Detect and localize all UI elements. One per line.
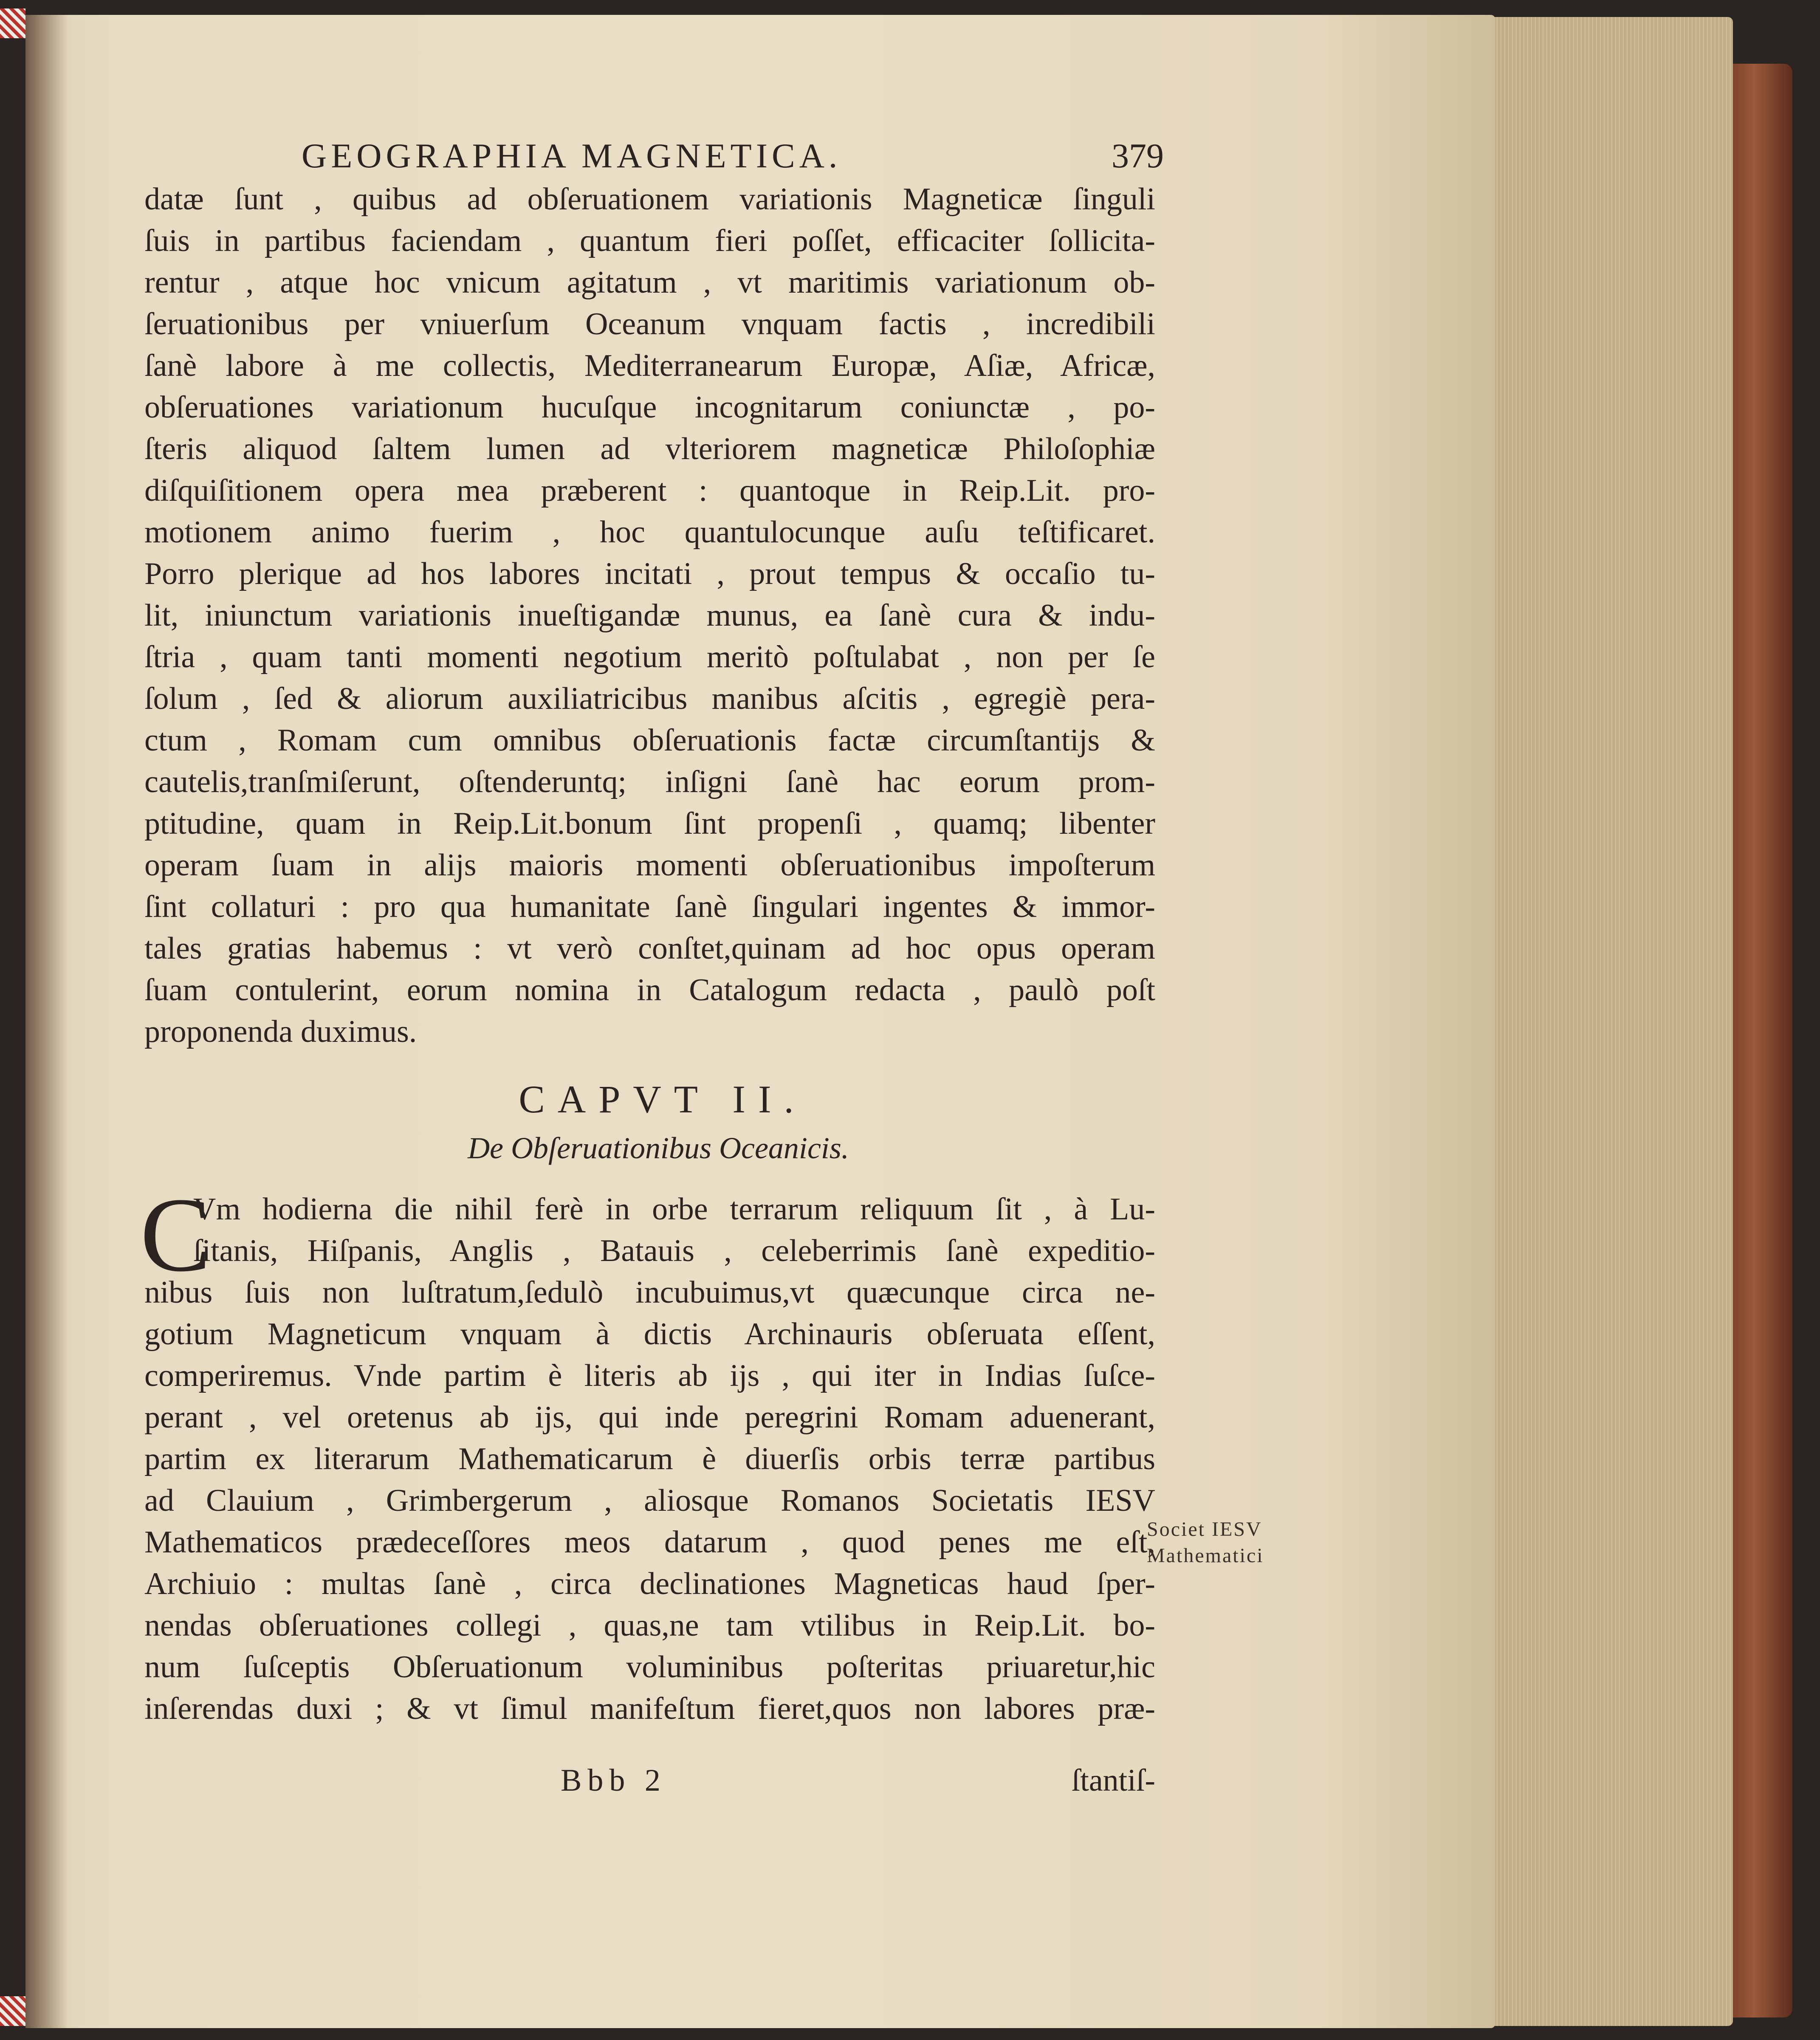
text-line: ſolum , ſed & aliorum auxiliatricibus manibus aſcitis , egregiè pera- xyxy=(144,681,1155,716)
catchword: ſtantiſ- xyxy=(1071,1763,1155,1798)
margin-note-line: Mathematici xyxy=(1147,1544,1264,1567)
text-line: ſeruationibus per vniuerſum Oceanum vnquam factis , incredibili xyxy=(144,307,1155,341)
text-line: proponenda duximus. xyxy=(144,1014,417,1049)
text-line: obſeruationes variationum hucuſque incognitarum coniunctæ , po- xyxy=(144,390,1155,425)
text-line: datæ ſunt , quibus ad obſeruationem variationis Magneticæ ſinguli xyxy=(144,182,1155,217)
page-footer xyxy=(144,1763,1155,1805)
text-line: Archiuio : multas ſanè , circa declinationes Magneticas haud ſper- xyxy=(144,1566,1155,1601)
page-gutter xyxy=(25,15,68,2028)
text-line: Vm hodierna die nihil ferè in orbe terrarum reliquum ſit , à Lu- xyxy=(193,1192,1155,1227)
text-line: ad Clauium , Grimbergerum , aliosque Romanos Societatis IESV xyxy=(144,1483,1155,1518)
running-title: GEOGRAPHIA MAGNETICA. xyxy=(302,136,842,175)
leather-cover-edge xyxy=(1729,64,1792,2017)
chapter-heading: CAPVT II. xyxy=(519,1078,807,1121)
text-line: lit, iniunctum variationis inueſtigandæ munus, ea ſanè cura & indu- xyxy=(144,598,1155,633)
text-line: nendas obſeruationes collegi , quas,ne tam vtilibus in Reip.Lit. bo- xyxy=(144,1608,1155,1643)
bookmark-ribbon-top xyxy=(0,8,25,38)
page-text xyxy=(140,127,1164,1730)
text-line: ſint collaturi : pro qua humanitate ſanè ſingulari ingentes & immor- xyxy=(144,889,1155,924)
chapter-subtitle: De Obſeruationibus Oceanicis. xyxy=(468,1131,849,1165)
paragraph-1 xyxy=(144,178,1155,1052)
text-line: ſuis in partibus faciendam , quantum fieri poſſet, efficaciter ſollicita- xyxy=(144,223,1155,258)
text-line: ſitanis, Hiſpanis, Anglis , Batauis , celeberrimis ſanè expeditio- xyxy=(193,1233,1155,1268)
text-line: comperiremus. Vnde partim è literis ab ijs , qui iter in Indias ſuſce- xyxy=(144,1358,1155,1393)
text-line: cautelis,tranſmiſerunt, oſtenderuntq; inſigni ſanè hac eorum prom- xyxy=(144,765,1155,799)
text-line: num ſuſceptis Obſeruationum voluminibus poſteritas priuaretur,hic xyxy=(144,1650,1155,1684)
text-line: inſerendas duxi ; & vt ſimul manifeſtum fieret,quos non labores præ- xyxy=(144,1691,1155,1726)
text-line: ctum , Romam cum omnibus obſeruationis factæ circumſtantijs & xyxy=(144,723,1155,758)
text-line: ptitudine, quam in Reip.Lit.bonum ſint propenſi , quamq; libenter xyxy=(144,806,1155,841)
text-line: rentur , atque hoc vnicum agitatum , vt maritimis variationum ob- xyxy=(144,265,1155,300)
text-line: Porro plerique ad hos labores incitati , prout tempus & occaſio tu- xyxy=(144,556,1155,591)
text-line: diſquiſitionem opera mea præberent : quantoque in Reip.Lit. pro- xyxy=(144,473,1155,508)
bookmark-ribbon-bottom xyxy=(0,1996,25,2026)
signature-mark: Bbb 2 xyxy=(561,1763,666,1798)
text-line: nibus ſuis non luſtratum,ſedulò incubuimus,vt quæcunque circa ne- xyxy=(144,1275,1155,1310)
drop-cap: C xyxy=(140,1176,211,1294)
margin-note xyxy=(1147,1516,1308,1569)
text-line: perant , vel oretenus ab ijs, qui inde peregrini Romam aduenerant, xyxy=(144,1400,1155,1435)
running-head xyxy=(144,127,1164,178)
text-line: ſanè labore à me collectis, Mediterranearum Europæ, Aſiæ, Africæ, xyxy=(144,348,1155,383)
text-line: motionem animo fuerim , hoc quantulocunque auſu teſtificaret. xyxy=(144,515,1155,550)
text-line: operam ſuam in alijs maioris momenti obſeruationibus impoſterum xyxy=(144,848,1155,883)
page-number: 379 xyxy=(1112,136,1164,175)
margin-note-line: Societ IESV xyxy=(1147,1518,1262,1541)
text-line: ſtria , quam tanti momenti negotium meritò poſtulabat , non per ſe xyxy=(144,640,1155,674)
text-line: gotium Magneticum vnquam à dictis Archinauris obſeruata eſſent, xyxy=(144,1317,1155,1352)
text-line: partim ex literarum Mathematicarum è diuerſis orbis terræ partibus xyxy=(144,1442,1155,1476)
paragraph-2 xyxy=(140,1176,1155,1730)
text-line: ſteris aliquod ſaltem lumen ad vlteriorem magneticæ Philoſophiæ xyxy=(144,432,1155,466)
text-line: ſuam contulerint, eorum nomina in Catalogum redacta , paulò poſt xyxy=(144,973,1155,1007)
text-line: Mathematicos prædeceſſores meos datarum , quod penes me eſt, xyxy=(144,1525,1155,1560)
text-line: tales gratias habemus : vt verò conſtet,quinam ad hoc opus operam xyxy=(144,931,1155,966)
